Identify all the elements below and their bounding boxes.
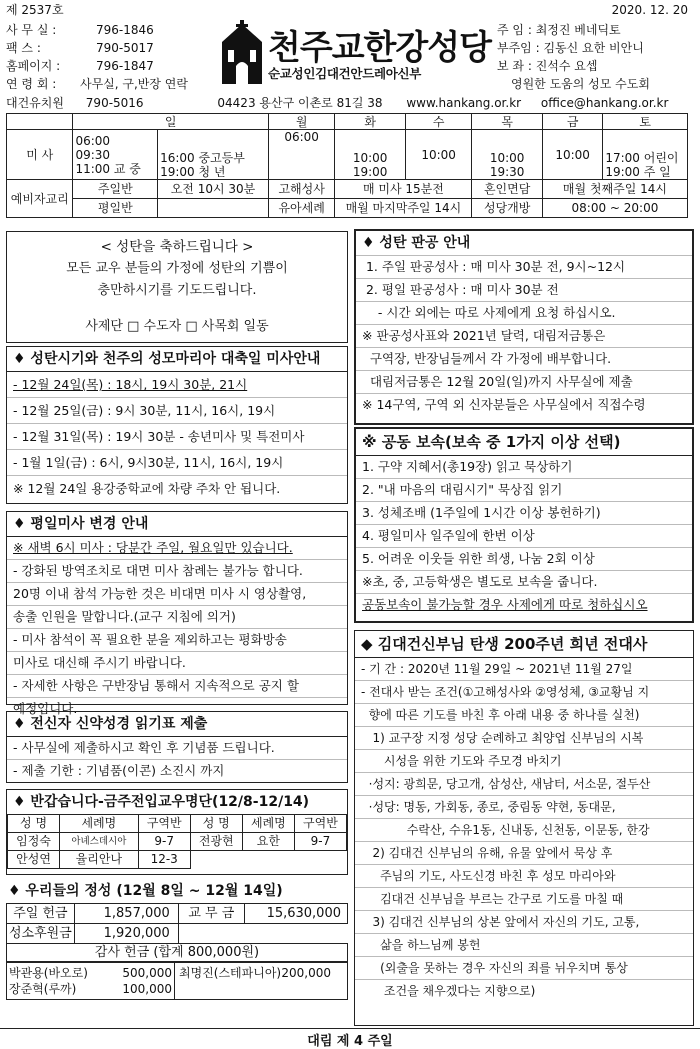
donor-amount: 500,000 — [122, 966, 172, 980]
church-name: 천주교한강성당 — [268, 28, 491, 68]
notice-line: 1) 교구장 지정 성당 순례하고 최양업 신부님의 시복 — [355, 727, 693, 750]
clergy-label: 보 좌 : — [497, 59, 532, 73]
notice-line: ·성지: 광희문, 당고개, 삼성산, 새남터, 서소문, 절두산 — [355, 773, 693, 796]
notice-line: 김대건 신부님을 부르는 간구로 기도를 마칠 때 — [355, 888, 693, 911]
notice-line: - 시간 외에는 따로 사제에게 요청 하십시오. — [356, 302, 692, 325]
notice-line: 구역장, 반장님들께서 각 가정에 배부합니다. — [356, 348, 692, 371]
clergy-value: 최정진 베네딕토 — [535, 23, 621, 37]
table-cell — [294, 851, 346, 869]
contact-value: 사무실, 구,반장 연락 — [80, 77, 188, 91]
list-item: 1. 구약 지혜서(총19장) 읽고 묵상하기 — [356, 456, 692, 479]
mass-time-thursday: 10:00 19:30 — [472, 130, 543, 180]
thanks-col — [175, 963, 348, 1000]
notice-line: 2. 평일 판공성사 : 매 미사 30분 전 — [356, 279, 692, 302]
notice-line: ·성당: 명동, 가회동, 종로, 중림동 약현, 동대문, — [355, 796, 693, 819]
list-item: - 12월 31일(목) : 19시 30분 - 송년미사 및 특전미사 — [7, 424, 347, 450]
table-cell: 9-7 — [138, 833, 190, 851]
church-subtitle: 순교성인김대건안드레아신부 — [268, 66, 422, 81]
notice-line: 2) 김대건 신부님의 유해, 유물 앞에서 묵상 후 — [355, 842, 693, 865]
offering-box — [6, 879, 348, 1029]
section-title: ♦ 반갑습니다-금주전입교우명단(12/8-12/14) — [13, 794, 310, 810]
notice-line: 주님의 기도, 사도신경 바친 후 성모 마리아와 — [355, 865, 693, 888]
clergy-block — [497, 22, 697, 92]
notice-line: - 기 간 : 2020년 11월 29일 ~ 2021년 11월 27일 — [355, 658, 693, 681]
issue-number: 제 2537호 — [6, 3, 64, 17]
section-title: ※ 공동 보속(보속 중 1가지 이상 선택) — [356, 429, 692, 456]
notice-line: ※ 14구역, 구역 외 신자분들은 사무실에서 직접수령 — [362, 397, 646, 412]
email-link[interactable]: office@hankang.or.kr — [540, 96, 669, 110]
clergy-label: 주 임 : — [497, 23, 532, 37]
thanks-col — [7, 963, 175, 1000]
schedule-table — [6, 113, 688, 218]
donor-name: 최명진(스테파니아) — [179, 966, 282, 980]
table-header: 성 명 — [190, 815, 242, 833]
notice-line: 송출 인원을 말합니다.(교구 지침에 의거) — [7, 606, 347, 629]
section-title: ◆ 김대건신부님 탄생 200주년 희년 전대사 — [355, 631, 693, 658]
schedule-corner — [7, 114, 73, 130]
section-title: ♦ 평일미사 변경 안내 — [7, 512, 347, 537]
schedule-cell — [158, 199, 269, 218]
section-title: ♦ 전신자 신약성경 읽기표 제출 — [7, 712, 347, 737]
contact-label: 사 무 실 : — [6, 23, 57, 37]
donor-name: 장준혁(루까) — [9, 982, 77, 996]
table-row — [8, 833, 347, 851]
contact-value: 790-5017 — [96, 41, 154, 55]
notice-line: 예정입니다. — [13, 701, 78, 716]
clergy-value: 영원한 도움의 성모 수도회 — [511, 77, 650, 91]
mass-time-sunday: 06:00 09:30 11:00 교 중 — [73, 130, 158, 180]
welcome-table — [7, 814, 347, 869]
offering-table — [6, 903, 348, 962]
donor-amount: 200,000 — [281, 966, 331, 980]
contact-label: 홈페이지 : — [6, 59, 61, 73]
list-item: - 12월 25일(금) : 9시 30분, 11시, 16시, 19시 — [7, 398, 347, 424]
list-item: ※초, 중, 고등학생은 별도로 보속을 줍니다. — [356, 571, 692, 594]
day-header: 월 — [268, 114, 334, 130]
donor-name: 박관용(바오로) — [9, 966, 88, 980]
offering-label: 성소후원금 — [7, 924, 75, 944]
greeting-line: 충만하시기를 기도드립니다. — [97, 283, 257, 298]
clergy-label: 부주임 : — [497, 41, 540, 55]
table-header: 구역반 — [138, 815, 190, 833]
contact-block — [6, 22, 216, 92]
mass-time-friday: 10:00 — [542, 130, 602, 180]
contact-label: 팩 스 : — [6, 41, 41, 55]
list-item: ※ 12월 24일 용강중학교에 차량 주차 안 됩니다. — [13, 481, 281, 496]
offering-label: 주일 헌금 — [7, 904, 75, 924]
thanks-table — [6, 962, 348, 1000]
contact-value: 796-1847 — [96, 59, 154, 73]
confession-box — [354, 229, 694, 425]
clergy-value: 진석수 요셉 — [535, 59, 598, 73]
offering-label: 교 무 금 — [178, 904, 244, 924]
day-header: 토 — [603, 114, 688, 130]
notice-line: - 미사 참석이 꼭 필요한 분을 제외하고는 평화방송 — [7, 629, 347, 652]
table-cell: 9-7 — [294, 833, 346, 851]
mass-time-tuesday: 10:00 19:00 — [335, 130, 406, 180]
notice-line: - 강화된 방역조치로 대면 미사 참례는 불가능 합니다. — [7, 560, 347, 583]
notice-line: 시성을 위한 기도와 주모경 바치기 — [355, 750, 693, 773]
footer-divider — [0, 1028, 700, 1029]
section-title: ♦ 성탄 판공 안내 — [356, 231, 692, 256]
list-item: 공동보속이 불가능할 경우 사제에게 따로 청하십시오 — [362, 597, 648, 612]
bible-reading-box — [6, 711, 348, 783]
jubilee-box — [354, 630, 694, 1026]
mass-time-wednesday: 10:00 — [405, 130, 471, 180]
notice-line: 조건을 채우겠다는 지향으로) — [361, 984, 536, 998]
offering-value: 15,630,000 — [244, 904, 347, 924]
table-cell: 율리안나 — [60, 851, 139, 869]
issue-date: 2020. 12. 20 — [611, 3, 688, 17]
notice-line: 미사로 대신해 주시기 바랍니다. — [7, 652, 347, 675]
empty-cell — [244, 924, 347, 944]
day-header: 화 — [335, 114, 406, 130]
contact-value: 796-1846 — [96, 23, 154, 37]
schedule-cell: 주일반 — [73, 180, 158, 199]
list-item: 3. 성체조배 (1주일에 1시간 이상 봉헌하기) — [356, 502, 692, 525]
christmas-mass-box — [6, 346, 348, 504]
list-item: 2. "내 마음의 대림시기" 묵상집 읽기 — [356, 479, 692, 502]
notice-line: (외출을 못하는 경우 자신의 죄를 뉘우치며 통상 — [355, 957, 693, 980]
table-cell: 임정숙 — [8, 833, 60, 851]
offering-value: 1,920,000 — [74, 924, 178, 944]
day-header: 목 — [472, 114, 543, 130]
table-header: 세례명 — [242, 815, 294, 833]
notice-line: - 전대사 받는 조건(①고해성사와 ②영성체, ③교황님 지 — [355, 681, 693, 704]
schedule-cell: 평일반 — [73, 199, 158, 218]
thanks-title: 감사 헌금 (합계 800,000원) — [7, 944, 348, 962]
empty-cell — [178, 924, 244, 944]
greeting-signature: 사제단 □ 수도자 □ 사목회 일동 — [85, 319, 269, 334]
address-line — [6, 95, 696, 111]
day-header: 일 — [73, 114, 268, 130]
kindergarten-label: 대건유치원 — [6, 96, 64, 110]
kindergarten-phone: 790-5016 — [85, 96, 144, 110]
footer-title: 대림 제 4 주일 — [307, 1034, 393, 1049]
contact-label: 연 령 회 : — [6, 77, 57, 91]
schedule-cell: 08:00 ~ 20:00 — [542, 199, 687, 218]
mass-time-monday: 06:00 — [268, 130, 334, 180]
notice-line: 수락산, 수유1동, 신내동, 신천동, 이문동, 한강 — [355, 819, 693, 842]
schedule-cell: 혼인면담 — [472, 180, 543, 199]
offering-value: 1,857,000 — [74, 904, 178, 924]
schedule-cell: 매 미사 15분전 — [335, 180, 472, 199]
notice-line: - 제출 기한 : 기념품(이콘) 소진시 까지 — [13, 763, 225, 778]
notice-line: - 자세한 사항은 구반장님 통해서 지속적으로 공지 할 — [7, 675, 347, 698]
list-item: 5. 어려운 이웃들 위한 희생, 나눔 2회 이상 — [356, 548, 692, 571]
table-cell: 안성연 — [8, 851, 60, 869]
catechumen-label: 예비자교리 — [7, 180, 73, 218]
schedule-cell: 오전 10시 30분 — [158, 180, 269, 199]
day-header: 금 — [542, 114, 602, 130]
schedule-cell: 유아세례 — [268, 199, 334, 218]
notice-line: 20명 이내 참석 가능한 것은 비대면 미사 시 영상촬영, — [7, 583, 347, 606]
christmas-greeting-box — [6, 231, 348, 343]
section-title: ♦ 우리들의 정성 (12월 8일 ~ 12월 14일) — [8, 883, 283, 899]
table-cell: 요한 — [242, 833, 294, 851]
notice-line-text: ※ 새벽 6시 미사 : 당분간 주일, 월요일만 있습니다. — [13, 540, 293, 555]
notice-line: 삶을 하느님께 봉헌 — [355, 934, 693, 957]
notice-line: 3) 김대건 신부님의 상본 앞에서 자신의 기도, 고통, — [355, 911, 693, 934]
table-row — [8, 851, 347, 869]
table-cell: 아녜스데시아 — [60, 833, 139, 851]
table-cell: 12-3 — [138, 851, 190, 869]
greeting-line: 모든 교우 분들의 가정에 성탄의 기쁨이 — [66, 261, 288, 276]
list-item: - 1월 1일(금) : 6시, 9시30분, 11시, 16시, 19시 — [7, 450, 347, 476]
weekday-mass-box — [6, 511, 348, 716]
table-header: 성 명 — [8, 815, 60, 833]
notice-line: ※ 판공성사표와 2021년 달력, 대림저금통은 — [356, 325, 692, 348]
clergy-value: 김동신 요한 비안니 — [543, 41, 644, 55]
website-link[interactable]: www.hankang.or.kr — [406, 96, 522, 110]
church-logo-icon — [222, 20, 262, 84]
notice-line: 향에 따른 기도를 바친 후 아래 내용 중 하나를 실천) — [355, 704, 693, 727]
list-item-text: - 12월 24일(목) : 18시, 19시 30분, 21시 — [13, 377, 248, 392]
welcome-box — [6, 789, 348, 875]
donor-amount: 100,000 — [122, 982, 172, 996]
church-address: 04423 용산구 이촌로 81길 38 — [217, 96, 383, 110]
mass-time-saturday: 17:00 어린이 19:00 주 일 — [603, 130, 688, 180]
notice-line — [7, 537, 347, 560]
schedule-cell: 고해성사 — [268, 180, 334, 199]
section-title: ♦ 성탄시기와 천주의 성모마리아 대축일 미사안내 — [7, 347, 347, 372]
table-cell — [242, 851, 294, 869]
notice-line: 대림저금통은 12월 20일(일)까지 사무실에 제출 — [356, 371, 692, 394]
table-header: 구역반 — [294, 815, 346, 833]
notice-line: - 사무실에 제출하시고 확인 후 기념품 드립니다. — [7, 737, 347, 760]
schedule-cell: 매월 마지막주일 14시 — [335, 199, 472, 218]
table-cell — [190, 851, 242, 869]
table-cell: 전광현 — [190, 833, 242, 851]
notice-line: 1. 주일 판공성사 : 매 미사 30분 전, 9시~12시 — [356, 256, 692, 279]
list-item: 4. 평일미사 일주일에 한번 이상 — [356, 525, 692, 548]
list-item — [7, 372, 347, 398]
mass-time-sunday-evening: 16:00 중고등부 19:00 청 년 — [158, 130, 269, 180]
schedule-cell: 매월 첫째주일 14시 — [542, 180, 687, 199]
schedule-cell: 성당개방 — [472, 199, 543, 218]
day-header: 수 — [405, 114, 471, 130]
penance-box — [354, 427, 694, 623]
table-header: 세례명 — [60, 815, 139, 833]
mass-label: 미 사 — [7, 130, 73, 180]
greeting-title: < 성탄을 축하드립니다 > — [100, 239, 254, 255]
